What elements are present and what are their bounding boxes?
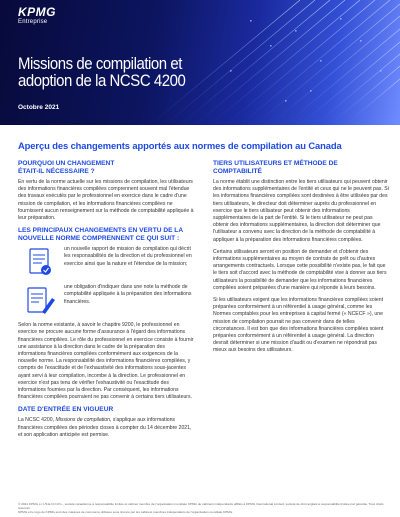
section-heading-why-change [18, 160, 194, 176]
pen-note-icon [18, 284, 60, 318]
paragraph: En vertu de la norme actuelle sur les missions de compilation, les utilisateurs des informations financières compilées comprennent souvent mal l'étendue des travaux exécutés par le professionnel en exercice dans le cadre d'une mission de compilation, et les informations financières compilées ne fournissent aucun renseignement sur la méthode de comptabilité appliquée à leur préparation. [18, 179, 194, 222]
hero-title-line-1: Missions de compilation et [18, 54, 183, 73]
publication-date: Octobre 2021 [18, 104, 60, 111]
paragraph: Si les utilisateurs exigent que les informations financières compilées soient préparées conformément à un référentiel à usage général, comme les Normes comptables pour les entreprises à capital fermé (« NCECF »), une mission de compilation pourrait ne pas convenir dans de telles circonstances. Il est bon que des informations financières compilées soient préparées conformément à un référentiel à usage général. La direction devrait déterminer si une mission d'audit ou d'examen ne répondrait pas mieux aux besoins des utilisateurs. [213, 297, 384, 354]
legal-footer [18, 502, 388, 514]
heading-line: TIERS UTILISATEURS ET MÉTHODE DE [213, 160, 338, 167]
logo-wordmark: KPMG [18, 5, 56, 19]
hero-title-line-2: adoption de la NCSC 4200 [18, 71, 186, 90]
copyright-line: © 2021 KPMG s.r.l./S.E.N.C.R.L., société canadienne à responsabilité limitée et cabinet membre de l'organisation mondiale KPMG de cabinets indépendants affiliés à KPMG International Limited, société de droit anglais à responsabilité limitée par garantie. Tous droits réservés. [18, 502, 384, 511]
section-heading-main-changes [18, 227, 194, 243]
heading-line: POURQUOI UN CHANGEMENT [18, 160, 115, 167]
change-item-report [18, 246, 194, 280]
logo-subline: Entreprise [18, 19, 48, 25]
change-item-note [18, 284, 194, 318]
kpmg-logo [18, 6, 56, 26]
heading-line: LES PRINCIPAUX CHANGEMENTS EN VERTU DE LA [18, 227, 184, 235]
change-item-text: une obligation d'indiquer dans une note la méthode de comptabilité appliquée à la préparation des informations financières. [64, 284, 192, 305]
heading-line: COMPTABILITÉ [213, 168, 262, 175]
heading-line: ÉTAIT-IL NÉCESSAIRE ? [18, 168, 95, 175]
text-run: La NCSC 4200, [18, 417, 56, 424]
heading-line: NOUVELLE NORME COMPRENNENT CE QUI SUIT : [18, 235, 180, 243]
report-document-icon [18, 246, 60, 280]
paragraph: Certains utilisateurs seront en position de demander et d'obtenir des informations supplémentaires au moyen de contrats de prêt ou d'autres arrangements contractuels. Lorsque cette possibilité n'existe pas, le fait que le tiers soit d'accord avec la méthode de comptabilité vise à donner aux tiers utilisateurs la possibilité de demander que les informations financières compilées soient préparées d'une manière qui réponde à leurs besoins. [213, 248, 387, 291]
hero-title [18, 55, 194, 89]
trademark-line: KPMG et le logo de KPMG sont des marques de commerce utilisées sous licence par les cabinets membres indépendants de l'organisation mondiale KPMG. [18, 510, 234, 515]
right-column [213, 160, 389, 360]
page-title: Aperçu des changements apportés aux normes de compilation au Canada [18, 140, 342, 151]
paragraph: La norme établit une distinction entre les tiers utilisateurs qui peuvent obtenir des informations supplémentaires de l'entité et ceux qui ne le peuvent pas. Si les informations financières compilées sont destinées à être utilisées par des tiers utilisateurs, le directeur doit déterminer auprès du professionnel en exercice que le tiers utilisateur peut obtenir des informations supplémentaires de la part de l'entité. Si le tiers utilisateur ne peut pas obtenir des informations supplémentaires, la direction doit déterminer que l'utilisateur a convenu avec la direction de la méthode de comptabilité à appliquer à la préparation des informations financières compilées. [213, 179, 389, 243]
section-heading-effective-date: DATE D'ENTRÉE EN VIGUEUR [18, 406, 114, 414]
section-heading-third-party-users [213, 160, 389, 176]
text-run: , s'applique aux informations financières compilées des périodes closes à compter du 14 décembre 2021, et son application anticipée est permise. [18, 417, 192, 438]
hero-banner [0, 0, 400, 125]
left-column [18, 160, 194, 444]
paragraph: Selon la norme existante, à savoir le chapitre 9200, le professionnel en exercice ne procure aucune forme d'assurance à l'égard des informations financières compilées. Le rôle du professionnel en exercice consiste à fournir une assistance à la direction dans le cadre de la préparation des informations financières compilées conformément aux exigences de la nouvelle norme. La responsabilité des informations financières compilées, y compris de l'exactitude et de l'exhaustivité des informations sous-jacentes ayant servi à leur compilation, incombe à la direction. Le professionnel en exercice n'est pas tenu de vérifier l'exhaustivité ou l'exactitude des informations fournies par la direction. Par conséquent, les informations financières compilées pourraient ne pas convenir à certains tiers utilisateurs. [18, 322, 194, 401]
change-item-text: un nouvelle rapport de mission de compilation qui décrit les responsabilités de la direction et du professionnel en exercice ainsi que la nature et l'étendue de la mission; [64, 246, 192, 267]
paragraph-effective-date [18, 417, 194, 439]
standard-title: Missions de compilation [55, 417, 111, 424]
